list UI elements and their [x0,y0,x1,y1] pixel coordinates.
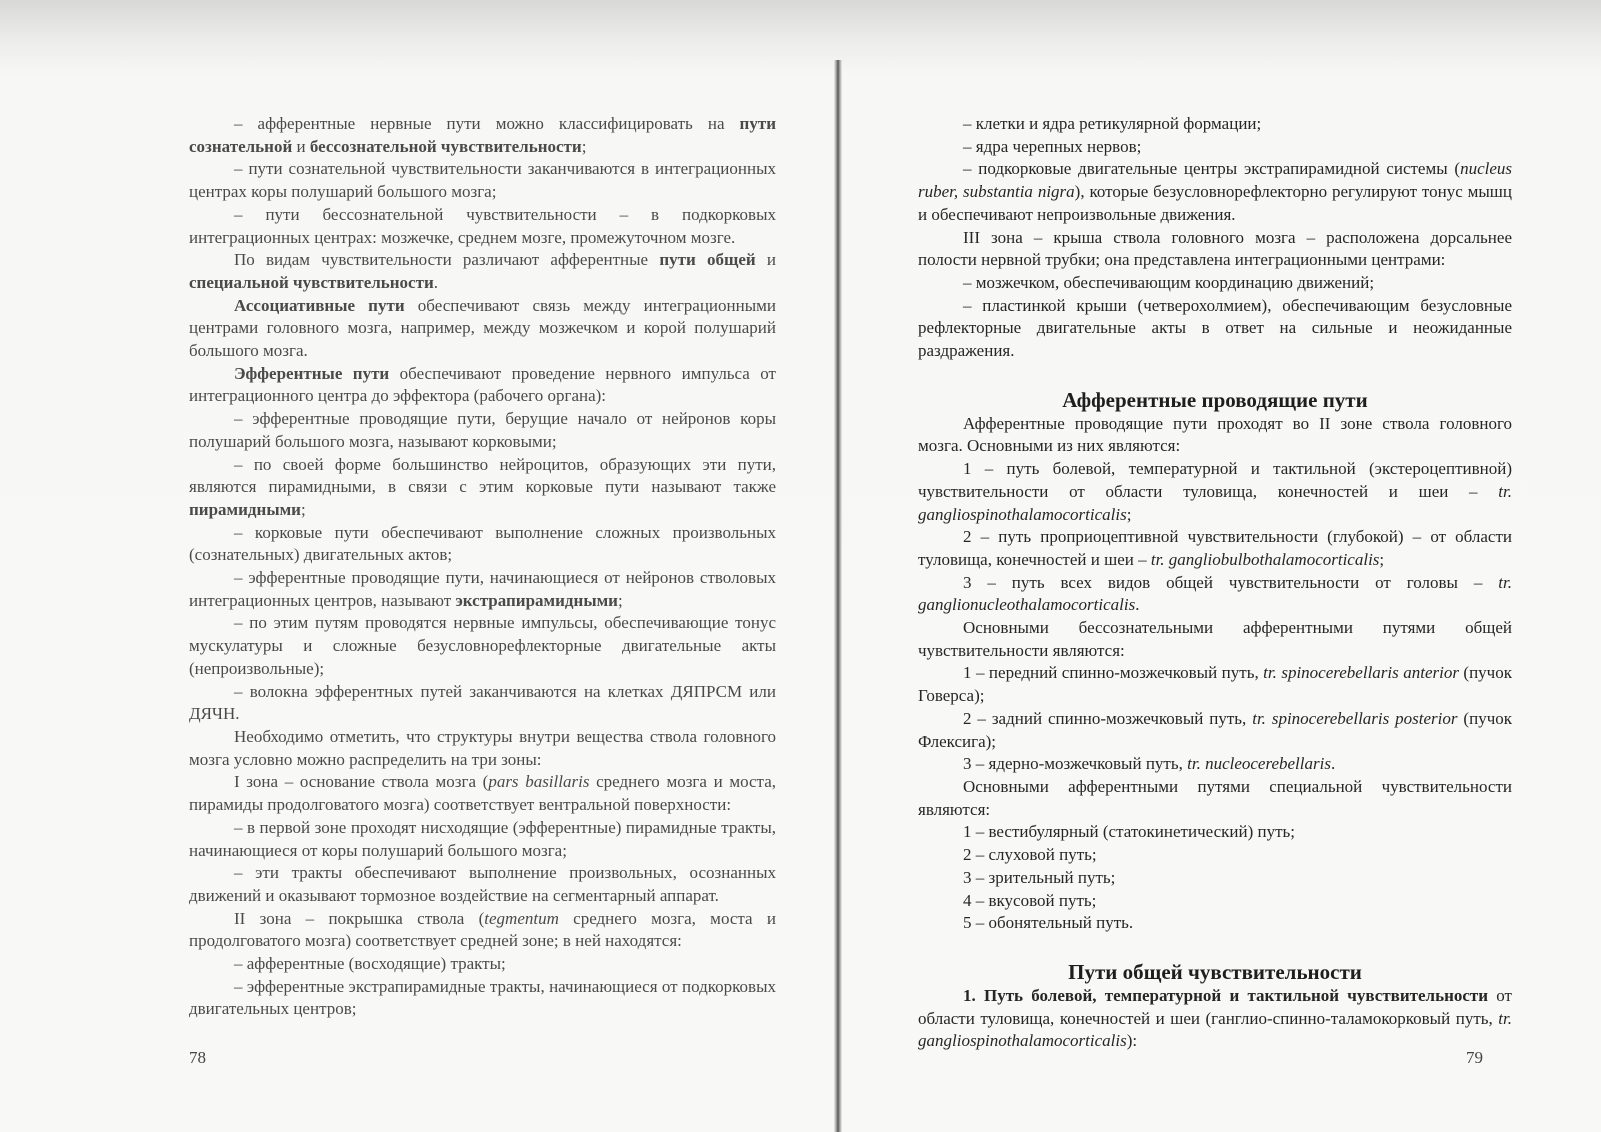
paragraph: – афферентные нервные пути можно классифицировать на пути сознательной и бессознательной чувствительности; [189,114,776,156]
paragraph: 2 – путь проприоцептивной чувствительности (глубокой) – от области туловища, конечностей и шеи – tr. gangliobulbothalamocorticalis; [918,527,1512,569]
list-item: 4 – вкусовой путь; [963,890,1097,910]
page-number: 79 [1466,1048,1483,1067]
paragraph: – эфферентные проводящие пути, начинающиеся от нейронов стволовых интеграционных центров, называют экстрапирамидными; [189,568,776,610]
paragraph: – эфферентные экстрапирамидные тракты, начинающиеся от подкорковых двигательных центров; [189,976,776,1019]
paragraph: Необходимо отметить, что структуры внутри вещества ствола головного мозга условно можно распределить на три зоны: [189,726,776,769]
left-text-column [189,113,776,1021]
right-page [842,0,1601,1132]
paragraph: – по своей форме большинство нейроцитов, образующих эти пути, являются пирамидными, в связи с этим корковые пути называют также пирамидными; [189,454,776,519]
paragraph: II зона – покрышка ствола (tegmentum среднего мозга, моста и продолговатого мозга) соответствует средней зоне; в ней находятся: [189,908,776,951]
paragraph: – мозжечком, обеспечивающим координацию движений; [963,272,1375,292]
list-item: 5 – обонятельный путь. [963,913,1134,933]
right-text-column [918,113,1512,1053]
paragraph: По видам чувствительности различают афферентные пути общей и специальной чувствительности. [189,250,776,292]
paragraph: 3 – путь всех видов общей чувствительности от головы – tr. ganglionucleothalamocorticalis. [918,572,1512,615]
paragraph: – корковые пути обеспечивают выполнение сложных произвольных (сознательных) двигательных актов; [189,522,776,565]
paragraph: 3 – ядерно-мозжечковый путь, tr. nucleocerebellaris. [963,754,1336,774]
paragraph: 1 – передний спинно-мозжечковый путь, tr. spinocerebellaris anterior (пучок Говерса); [918,663,1512,706]
paragraph: 1 – путь болевой, температурной и тактильной (экстероцептивной) чувствительности от области туловища, конечностей и шеи – tr. gangliospinothalamocorticalis; [918,459,1512,524]
page-number: 78 [189,1048,206,1067]
paragraph: – ядра черепных нервов; [963,136,1142,156]
list-item: 3 – зрительный путь; [963,867,1116,887]
paragraph: – пути бессознательной чувствительности – в подкорковых интеграционных центрах: мозжечке, среднем мозге, промежуточном мозге. [189,204,776,247]
paragraph: Афферентные проводящие пути проходят во II зоне ствола головного мозга. Основными из них являются: [918,413,1512,456]
section-heading: Афферентные проводящие пути [1062,387,1368,412]
paragraph: III зона – крыша ствола головного мозга – расположена дорсальнее полости нервной трубки; она представлена интеграционными центрами: [918,227,1512,270]
paragraph: Основными бессознательными афферентными путями общей чувствительности являются: [918,618,1512,660]
list-item: 2 – слуховой путь; [963,845,1097,865]
paragraph: 1. Путь болевой, температурной и тактильной чувствительности от области туловища, конечностей и шеи (ганглио-спинно-таламокорковый путь, tr. gangliospinothalamocorticalis): [918,985,1512,1051]
book-gutter [834,60,842,1132]
paragraph: – пути сознательной чувствительности заканчиваются в интеграционных центрах коры полушарий большого мозга; [189,159,776,202]
list-item: 1 – вестибулярный (статокинетический) путь; [963,822,1296,842]
paragraph: – в первой зоне проходят нисходящие (эфферентные) пирамидные тракты, начинающиеся от коры полушарий большого мозга; [189,817,776,860]
paragraph: Основными афферентными путями специальной чувствительности являются: [918,776,1512,819]
paragraph: Эфферентные пути обеспечивают проведение нервного импульса от интеграционного центра до эффектора (рабочего органа): [189,363,776,406]
section-heading: Пути общей чувствительности [1068,959,1362,984]
paragraph: – афферентные (восходящие) тракты; [234,954,506,974]
paragraph: – клетки и ядра ретикулярной формации; [963,114,1262,133]
paragraph: – пластинкой крыши (четверохолмием), обеспечивающим безусловные рефлекторные двигательные акты в ответ на сильные и неожиданные раздражения. [918,295,1512,361]
paragraph: – эти тракты обеспечивают выполнение произвольных, осознанных движений и оказывают тормозное воздействие на сегментарный аппарат. [189,863,776,905]
paragraph: Ассоциативные пути обеспечивают связь между интеграционными центрами головного мозга, например, между мозжечком и корой полушарий большого мозга. [189,295,777,361]
paragraph: – эфферентные проводящие пути, берущие начало от нейронов коры полушарий большого мозга, называют корковыми; [189,409,776,451]
paragraph: – по этим путям проводятся нервные импульсы, обеспечивающие тонус мускулатуры и сложные безусловнорефлекторные двигательные акты (непроизвольные); [189,613,776,678]
paragraph: I зона – основание ствола мозга (pars basillaris среднего мозга и моста, пирамиды продолговатого мозга) соответствует вентральной поверхности: [189,772,776,815]
paragraph: – подкорковые двигательные центры экстрапирамидной системы (nucleus ruber, substantia nigra), которые безусловнорефлекторно регулируют тонус мышц и обеспечивают непроизвольные движения. [918,159,1512,224]
paragraph: 2 – задний спинно-мозжечковый путь, tr. spinocerebellaris posterior (пучок Флексига); [918,708,1512,751]
paragraph: – волокна эфферентных путей заканчиваются на клетках ДЯПРСМ или ДЯЧН. [189,681,776,724]
